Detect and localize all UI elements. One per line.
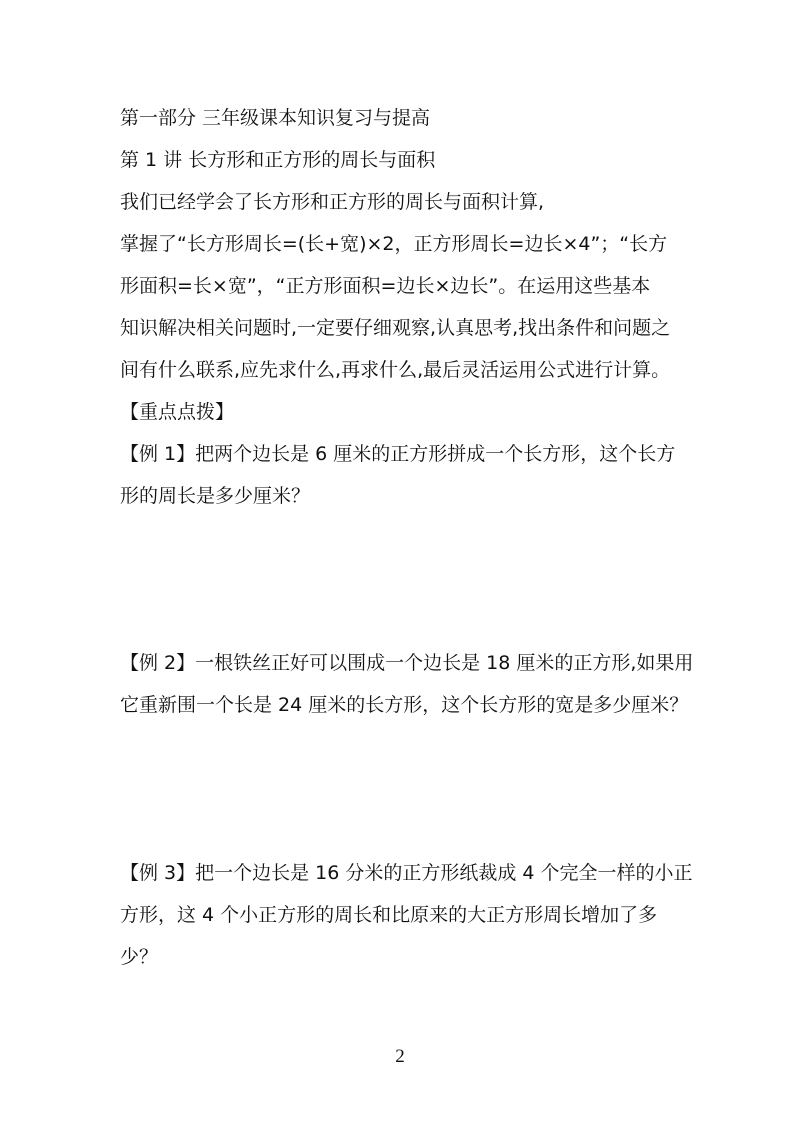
example-line: 【例 2】一根铁丝正好可以围成一个边长是 18 厘米的正方形,如果用	[120, 652, 694, 674]
example-line: 【例 1】把两个边长是 6 厘米的正方形拼成一个长方形，这个长方	[120, 443, 676, 465]
part-title: 第一部分 三年级课本知识复习与提高	[120, 107, 431, 129]
example-line: 【例 3】把一个边长是 16 分米的正方形纸裁成 4 个完全一样的小正	[120, 862, 693, 884]
intro-line: 我们已经学会了长方形和正方形的周长与面积计算,	[120, 191, 545, 213]
intro-line: 形面积=长×宽”，“正方形面积=边长×边长”。在运用这些基本	[120, 275, 651, 297]
page-number: 2	[395, 1046, 405, 1067]
intro-line: 知识解决相关问题时,一定要仔细观察,认真思考,找出条件和问题之	[120, 317, 671, 339]
example-line: 形的周长是多少厘米？	[120, 485, 311, 507]
example-line: 它重新围一个长是 24 厘米的长方形，这个长方形的宽是多少厘米？	[120, 694, 689, 716]
intro-line: 掌握了“长方形周长=(长+宽)×2，正方形周长=边长×4”；“长方	[120, 233, 668, 255]
lesson-title: 第 1 讲 长方形和正方形的周长与面积	[120, 149, 436, 171]
example-line: 方形，这 4 个小正方形的周长和比原来的大正方形周长增加了多	[120, 904, 658, 926]
intro-line: 间有什么联系,应先求什么,再求什么,最后灵活运用公式进行计算。	[120, 359, 671, 381]
section-heading: 【重点点拨】	[120, 401, 235, 423]
example-line: 少？	[120, 946, 159, 968]
